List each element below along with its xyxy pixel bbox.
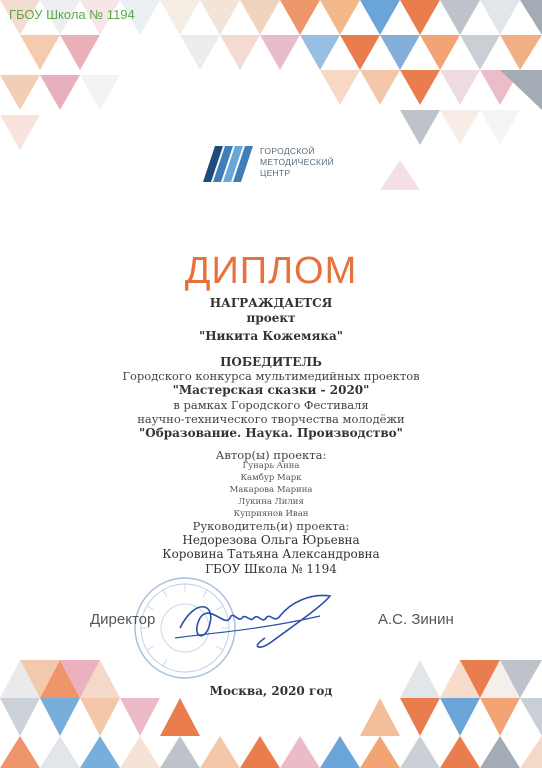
leader-name: Коровина Татьяна Александровна [162, 547, 380, 561]
project-word: проект [246, 311, 296, 325]
watermark-text: ГБОУ Школа № 1194 [9, 7, 135, 22]
author-name: Лукина Лилия [238, 497, 304, 507]
awarded-heading: НАГРАЖДАЕТСЯ [209, 296, 333, 310]
author-name: Гунарь Анна [242, 461, 300, 471]
author-name: Макарова Марина [229, 485, 313, 495]
school-name: ГБОУ Школа № 1194 [205, 562, 337, 576]
festival-name: "Образование. Наука. Производство" [139, 426, 403, 440]
logo-line-1: ГОРОДСКОЙ [260, 146, 315, 156]
logo-wordmark [260, 146, 334, 179]
author-name: Куприянов Иван [233, 509, 309, 519]
logo-line-3: ЦЕНТР [260, 168, 291, 178]
winner-heading: ПОБЕДИТЕЛЬ [220, 355, 322, 369]
director-name: А.С. Зинин [378, 611, 454, 628]
diploma-title: ДИПЛОМ [184, 250, 358, 292]
leader-name: Недорезова Ольга Юрьевна [182, 533, 360, 547]
leaders-label: Руководитель(и) проекта: [192, 519, 350, 533]
authors-label: Автор(ы) проекта: [215, 448, 327, 462]
contest-description: Городского конкурса мультимедийных проектов [122, 369, 420, 383]
festival-line-1: в рамках Городского Фестиваля [173, 398, 369, 412]
author-name: Камбур Марк [240, 473, 302, 483]
city-year: Москва, 2020 год [209, 684, 333, 698]
contest-name: "Мастерская сказки - 2020" [172, 383, 370, 397]
project-name: "Никита Кожемяка" [198, 329, 344, 343]
bottom-triangle-pattern [0, 640, 542, 768]
logo-line-2: МЕТОДИЧЕСКИЙ [260, 157, 335, 167]
festival-line-2: научно-технического творчества молодёжи [137, 412, 405, 426]
director-label: Директор [90, 611, 156, 628]
